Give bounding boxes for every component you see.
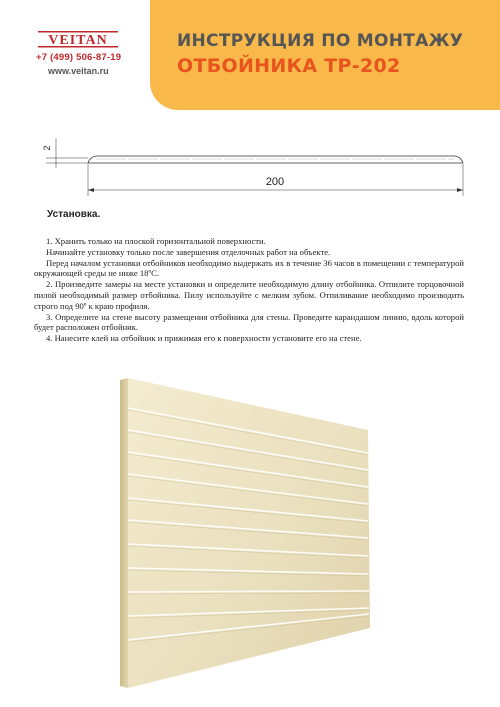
instruction-paragraph: Начинайте установку только после завершения отделочных работ на объекте. <box>46 246 331 257</box>
title-line-1: ИНСТРУКЦИЯ ПО МОНТАЖУ <box>177 31 464 51</box>
installation-text <box>34 236 464 344</box>
panel-edge <box>120 378 128 688</box>
panel-face <box>128 378 370 688</box>
phone-number[interactable]: +7 (499) 506-87-19 <box>36 52 122 63</box>
instruction-paragraph: 3. Определите на стене высоту размещения отбойника для стены. Проведите карандашом линию, вдоль которой будет расположен отбойник. <box>34 311 464 333</box>
profile-drawing <box>30 130 470 200</box>
profile-outline <box>88 156 463 163</box>
instruction-paragraph: 1. Хранить только на плоской горизонтальной поверхности. <box>46 236 266 246</box>
title-line-2: ОТБОЙНИКА ТР-202 <box>177 55 401 77</box>
instruction-paragraph: 4. Нанесите клей на отбойник и прижимая его к поверхности установите его на стене. <box>46 333 362 344</box>
panel-photo <box>110 370 400 690</box>
logo-text: VEITAN <box>48 33 108 48</box>
website-link[interactable]: www.veitan.ru <box>48 66 109 76</box>
veitan-logo <box>38 27 118 49</box>
installation-heading: Установка. <box>47 209 101 220</box>
width-label: 200 <box>265 176 285 188</box>
instruction-paragraph: 2. Произведите замеры на месте установки и определите необходимую длину отбойника. Отпилите торцовочной пилой необходимый размер отбойника. Пилу используйте с мелким зубом. Отпиливание необходимо производить строго под 90º к краю профиля. <box>34 279 464 311</box>
instruction-paragraph: Перед началом установки отбойников необходимо выдержать их в течение 36 часов в помещении с температурой окружающей среды не ниже 18ºС. <box>34 257 464 279</box>
thickness-label: 2 <box>42 145 52 151</box>
